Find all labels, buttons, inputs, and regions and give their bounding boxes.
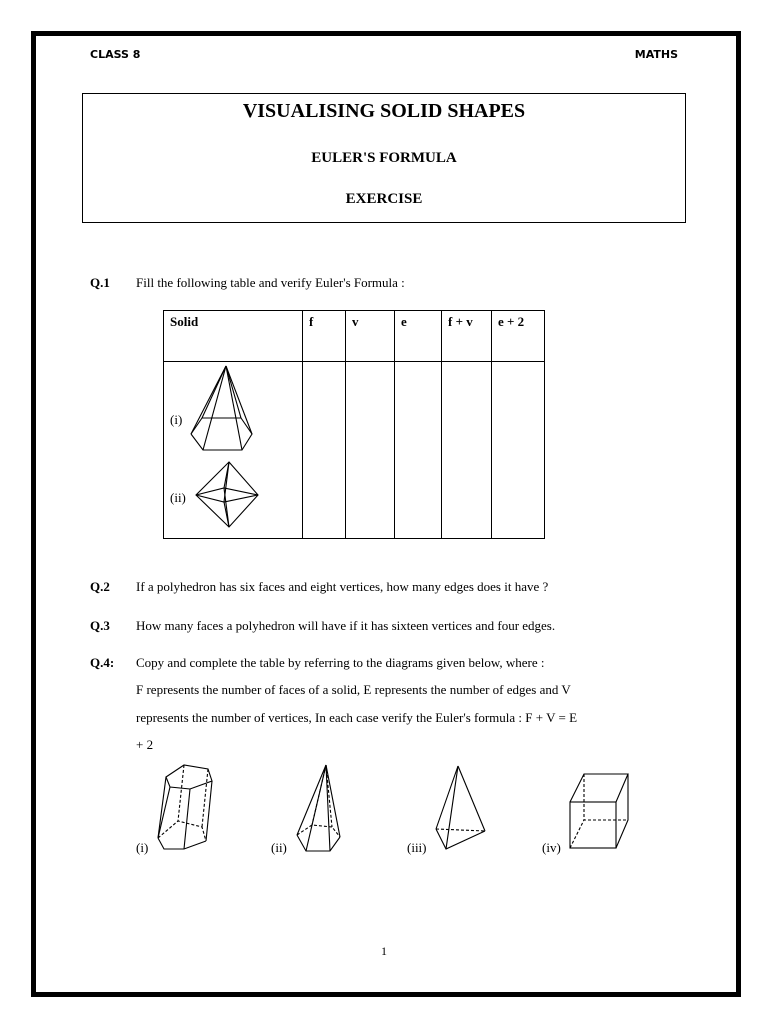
cuboid-figure	[568, 772, 630, 852]
table-row	[164, 362, 545, 539]
header-f-plus-v: f + v	[442, 311, 492, 362]
figure-label-i: (i)	[136, 840, 149, 855]
cell-e-plus-2	[492, 362, 545, 539]
header-v: v	[346, 311, 395, 362]
figure-label-iv: (iv)	[542, 840, 561, 855]
cell-f-plus-v	[442, 362, 492, 539]
title-box	[82, 93, 686, 223]
q4-line-3: represents the number of vertices, In each case verify the Euler's formula : F + V = E	[136, 710, 578, 725]
cell-e	[395, 362, 442, 539]
header-f: f	[303, 311, 346, 362]
q3-number: Q.3	[90, 618, 110, 633]
triangular-pyramid-figure	[433, 763, 489, 853]
chapter-title: VISUALISING SOLID SHAPES	[242, 100, 526, 122]
subject-label: MATHS	[634, 48, 678, 61]
header-solid: Solid	[164, 311, 303, 362]
q4-line-4: + 2	[136, 737, 154, 752]
euler-table	[163, 310, 545, 539]
topic-title: EULER'S FORMULA	[311, 150, 457, 166]
page-number: 1	[381, 944, 387, 958]
exercise-title: EXERCISE	[345, 191, 423, 207]
q2-number: Q.2	[90, 579, 110, 594]
header-e: e	[395, 311, 442, 362]
q1-text: Fill the following table and verify Euler's Formula :	[136, 275, 405, 290]
class-label: CLASS 8	[90, 48, 141, 61]
q4-number: Q.4:	[90, 655, 115, 670]
q3-text: How many faces a polyhedron will have if it has sixteen vertices and four edges.	[136, 618, 556, 633]
solid-label-ii: (ii)	[170, 490, 186, 505]
cell-v	[346, 362, 395, 539]
solid-cell	[164, 362, 303, 539]
q1-number: Q.1	[90, 275, 110, 290]
header-e-plus-2: e + 2	[492, 311, 545, 362]
cell-f	[303, 362, 346, 539]
table-header-row	[164, 311, 545, 362]
q2-text: If a polyhedron has six faces and eight vertices, how many edges does it have ?	[136, 579, 549, 594]
pentagonal-pyramid-figure	[294, 763, 344, 855]
figure-label-iii: (iii)	[407, 840, 427, 855]
pentagonal-prism-figure	[156, 763, 222, 853]
hexagonal-pyramid-figure	[190, 364, 258, 456]
bipyramid-figure	[194, 460, 260, 530]
q4-line-1: Copy and complete the table by referring to the diagrams given below, where :	[136, 655, 545, 670]
q4-line-2: F represents the number of faces of a solid, E represents the number of edges and V	[136, 682, 571, 697]
figure-label-ii: (ii)	[271, 840, 287, 855]
solid-label-i: (i)	[170, 412, 183, 427]
